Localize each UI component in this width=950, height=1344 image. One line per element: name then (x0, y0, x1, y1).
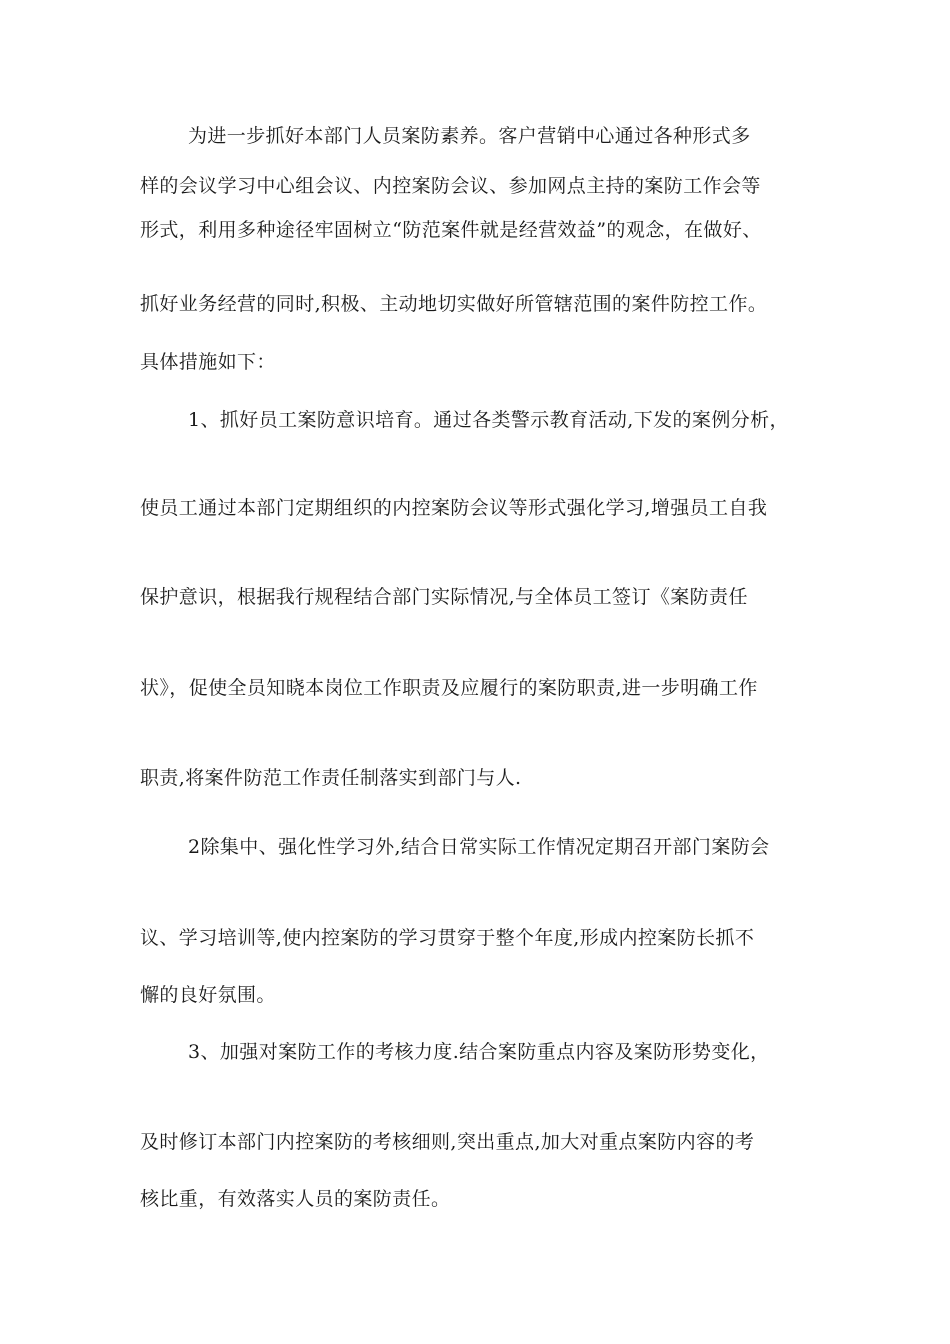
item-1-line-3: 保护意识，根据我行规程结合部门实际情况,与全体员工签订《案防责任 (140, 586, 748, 608)
item-2-line-2: 议、学习培训等,使内控案防的学习贯穿于整个年度,形成内控案防长抓不 (140, 927, 755, 949)
paragraph-1-line-2: 样的会议学习中心组会议、内控案防会议、参加网点主持的案防工作会等 (140, 175, 761, 197)
paragraph-1-line-5: 具体措施如下： (140, 351, 276, 373)
item-1-line-5: 职责,将案件防范工作责任制落实到部门与人. (140, 767, 522, 789)
item-1-line-1: 1、抓好员工案防意识培育。通过各类警示教育活动,下发的案例分析， (188, 409, 789, 431)
item-3-line-2: 及时修订本部门内控案防的考核细则,突出重点,加大对重点案防内容的考 (140, 1131, 755, 1153)
item-1-line-4: 状》，促使全员知晓本岗位工作职责及应履行的案防职责,进一步明确工作 (140, 677, 758, 699)
item-2-line-1: 2除集中、强化性学习外,结合日常实际工作情况定期召开部门案防会 (188, 836, 770, 858)
item-1-line-2: 使员工通过本部门定期组织的内控案防会议等形式强化学习,增强员工自我 (140, 497, 768, 519)
item-2-line-3: 懈的良好氛围。 (140, 984, 276, 1006)
paragraph-1-line-1: 为进一步抓好本部门人员案防素养。客户营销中心通过各种形式多 (188, 125, 751, 147)
item-3-line-3: 核比重，有效落实人员的案防责任。 (140, 1188, 451, 1210)
item-3-line-1: 3、加强对案防工作的考核力度.结合案防重点内容及案防形势变化， (188, 1041, 770, 1063)
paragraph-1-line-4: 抓好业务经营的同时,积极、主动地切实做好所管辖范围的案件防控工作。 (140, 293, 768, 315)
paragraph-1-line-3: 形式，利用多种途径牢固树立“防范案件就是经营效益”的观念，在做好、 (140, 219, 762, 241)
